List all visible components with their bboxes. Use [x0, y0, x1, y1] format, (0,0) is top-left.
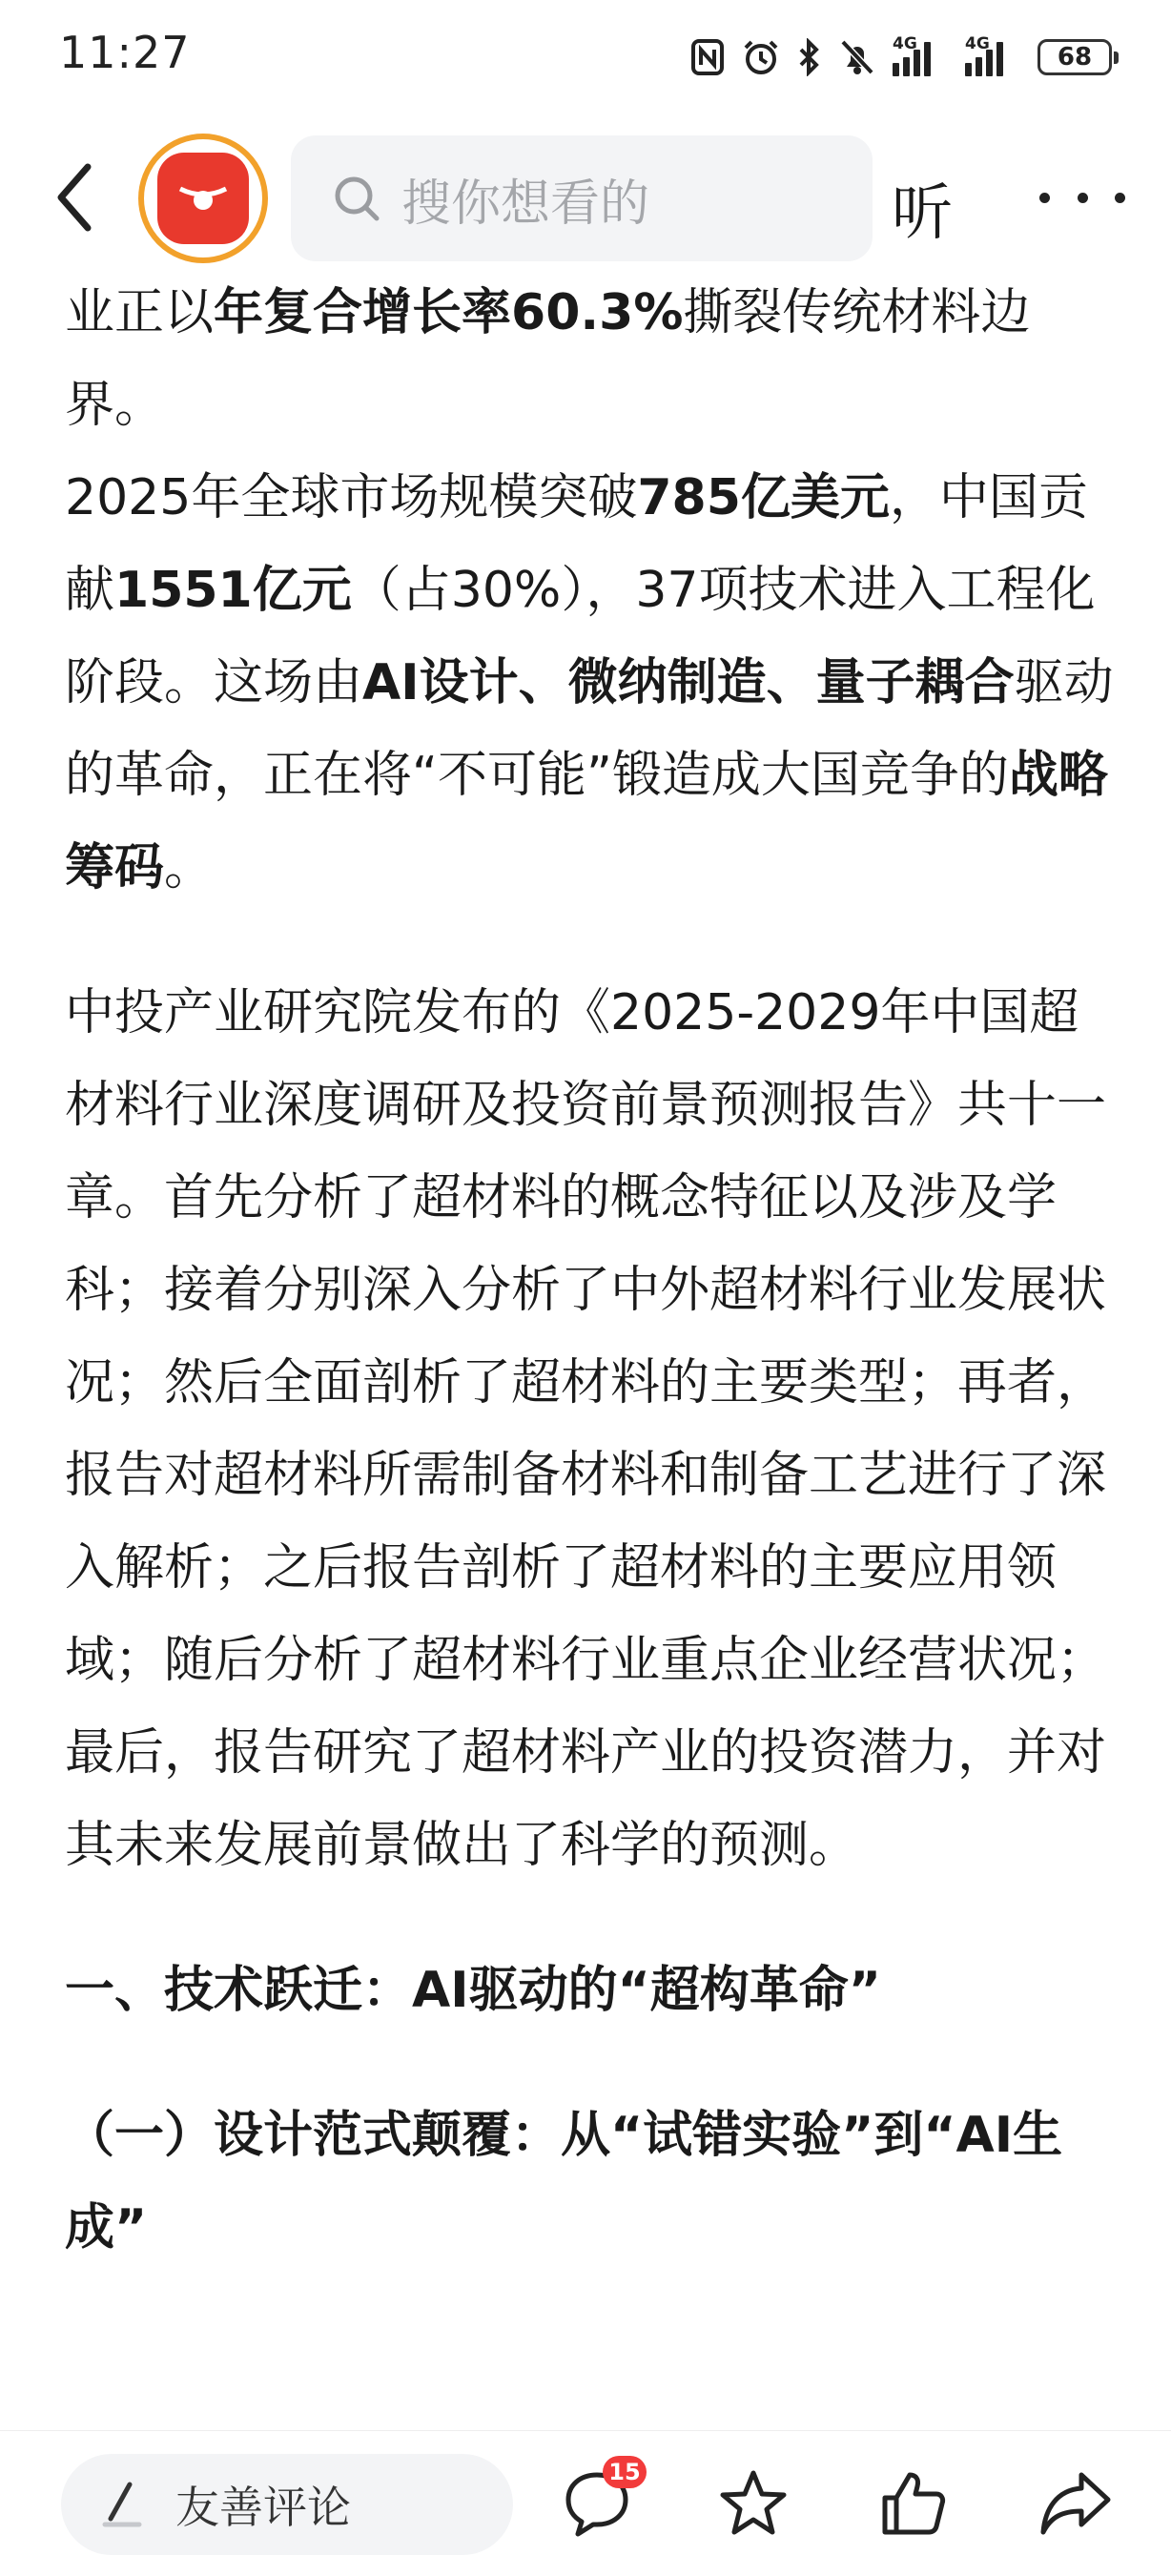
text-run: 。 [164, 839, 215, 896]
subsection-heading: （一）设计范式颠覆：从“试错实验”到“AI生成” [65, 2107, 1063, 2257]
mute-icon [839, 38, 875, 76]
nfc-icon [690, 38, 725, 76]
paragraph-market [65, 452, 1114, 915]
bold-text-run: 785亿美元 [637, 469, 890, 526]
text-run: （占30%），37项技术进入工程化阶段。这场由 [65, 562, 1096, 711]
search-icon [331, 173, 382, 224]
comment-placeholder: 友善评论 [175, 2482, 351, 2533]
battery-level: 68 [1057, 43, 1093, 72]
avatar[interactable] [138, 134, 268, 263]
bold-text-run: 年复合增长率60.3% [214, 284, 684, 341]
more-options-icon[interactable] [1039, 174, 1125, 221]
star-favorite-icon[interactable] [717, 2467, 790, 2540]
app-logo-icon [157, 153, 249, 244]
text-run: 撕裂传统材料边界。 [65, 284, 1031, 434]
section-heading: 一、技术跃迁：AI驱动的“超构革命” [65, 1962, 881, 2019]
paragraph-intro [65, 267, 1114, 452]
bottom-action-bar [0, 2430, 1171, 2576]
battery-icon [1037, 39, 1112, 75]
back-arrow-icon[interactable] [48, 159, 105, 236]
text-run: 2025年全球市场规模突破 [65, 469, 638, 526]
comment-input[interactable] [61, 2454, 513, 2555]
article-body [65, 267, 1114, 2275]
share-icon[interactable] [1037, 2467, 1114, 2540]
bold-text-run: AI设计、微纳制造、量子耦合 [362, 654, 1015, 711]
comment-count-badge: 15 [603, 2456, 647, 2488]
text-run: ，中国贡献 [65, 469, 1088, 619]
signal-4g-icon: 4G [965, 38, 1020, 76]
listen-button[interactable]: 听 [892, 178, 953, 249]
alarm-icon [742, 38, 780, 76]
signal-4g-icon: 4G [893, 38, 948, 76]
status-time: 11:27 [59, 27, 191, 78]
top-nav [0, 126, 1171, 269]
bluetooth-icon [797, 38, 822, 76]
status-bar [0, 0, 1171, 114]
text-run: 业正以 [65, 284, 215, 341]
search-bar[interactable] [291, 135, 873, 261]
bold-text-run: 战略筹码 [65, 747, 1108, 896]
bold-text-run: 1551亿元 [114, 562, 352, 619]
text-run: 驱动的革命，正在将“不可能”锻造成大国竞争的 [65, 654, 1114, 804]
thumbs-up-icon[interactable] [877, 2467, 950, 2540]
status-icons [690, 32, 1112, 82]
pen-icon [101, 2481, 143, 2528]
search-placeholder: 搜你想看的 [401, 175, 650, 233]
paragraph-report: 中投产业研究院发布的《2025-2029年中国超材料行业深度调研及投资前景预测报告》共十一章。首先分析了超材料的概念特征以及涉及学科；接着分别深入分析了中外超材料行业发展状况；然后全面剖析了超材料的主要类型；再者，报告对超材料所需制备材料和制备工艺进行了深入解析；之后报告剖析了超材料的主要应用领域；随后分析了超材料行业重点企业经营状况；最后，报告研究了超材料产业的投资潜力，并对其未来发展前景做出了科学的预测。 [65, 984, 1107, 1874]
